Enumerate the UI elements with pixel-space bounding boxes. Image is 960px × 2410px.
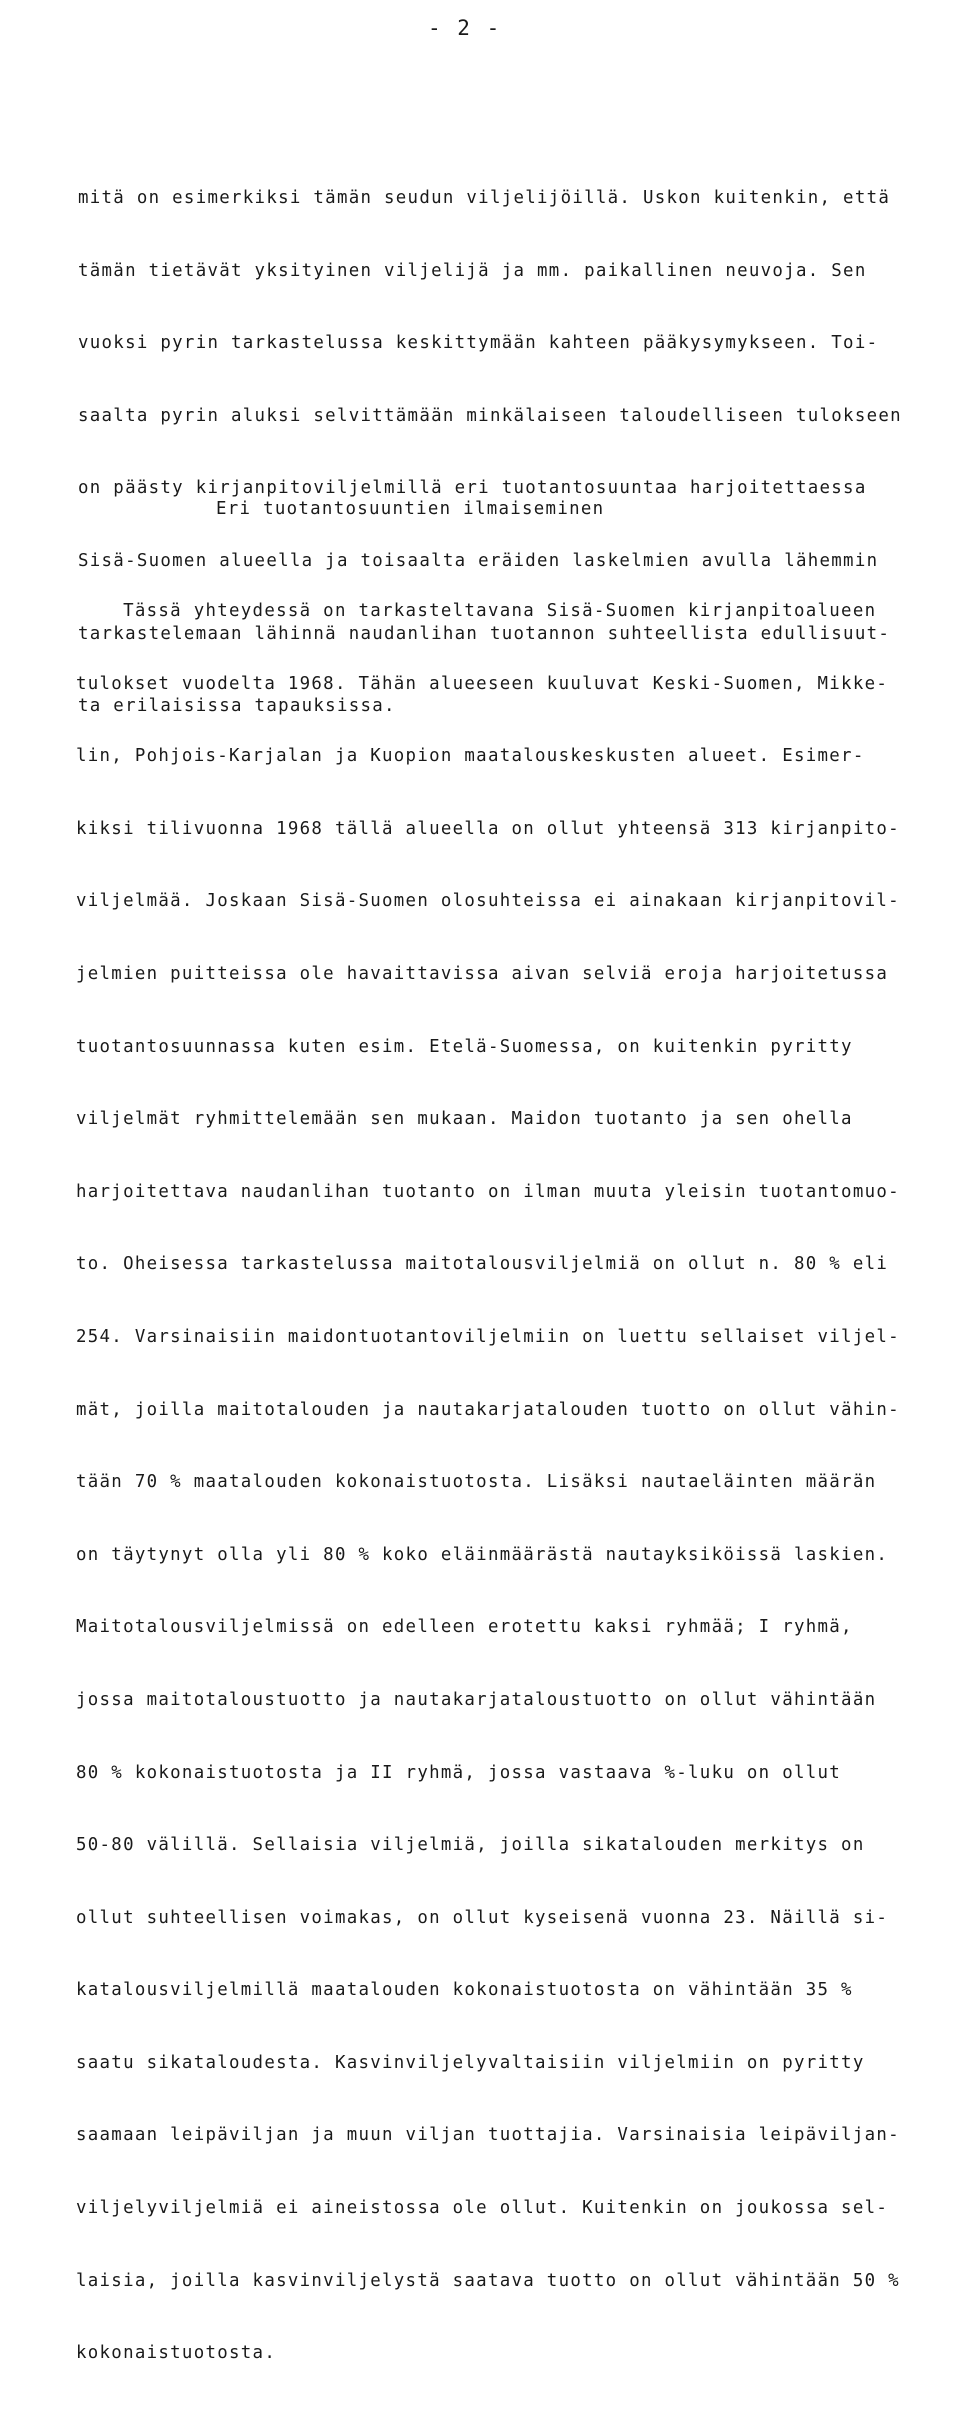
- text-line: saamaan leipäviljan ja muun viljan tuottajia. Varsinaisia leipäviljan-: [76, 2125, 900, 2146]
- text-line: kiksi tilivuonna 1968 tällä alueella on ollut yhteensä 313 kirjanpito-: [76, 818, 900, 839]
- page-number: - 2 -: [428, 16, 502, 40]
- text-line: vuoksi pyrin tarkastelussa keskittymään kahteen pääkysymykseen. Toi-: [78, 333, 879, 354]
- text-line: ollut suhteellisen voimakas, on ollut kyseisenä vuonna 23. Näillä si-: [76, 1907, 889, 1928]
- paragraph-body: [76, 555, 900, 2410]
- text-line: viljelyviljelmiä ei aineistossa ole ollut. Kuitenkin on joukossa sel-: [76, 2198, 889, 2219]
- text-line: viljelmää. Joskaan Sisä-Suomen olosuhteissa ei ainakaan kirjanpitovil-: [76, 891, 900, 912]
- text-line: on päästy kirjanpitoviljelmillä eri tuotantosuuntaa harjoitettaessa: [78, 478, 867, 499]
- section-heading: Eri tuotantosuuntien ilmaiseminen: [216, 499, 605, 519]
- text-line: Maitotalousviljelmissä on edelleen erotettu kaksi ryhmää; I ryhmä,: [76, 1617, 853, 1638]
- text-line: harjoitettava naudanlihan tuotanto on ilman muuta yleisin tuotantomuo-: [76, 1181, 900, 1202]
- text-line: jelmien puitteissa ole havaittavissa aivan selviä eroja harjoitetussa: [76, 963, 889, 984]
- text-line: tään 70 % maatalouden kokonaistuotosta. Lisäksi nautaeläinten määrän: [76, 1472, 877, 1493]
- text-line: tarkastelemaan lähinnä naudanlihan tuotannon suhteellista edullisuut-: [78, 623, 891, 644]
- text-line: saalta pyrin aluksi selvittämään minkälaiseen taloudelliseen tulokseen: [78, 405, 902, 426]
- text-line: mitä on esimerkiksi tämän seudun viljelijöillä. Uskon kuitenkin, että: [78, 188, 891, 208]
- text-line: tuotantosuunnassa kuten esim. Etelä-Suomessa, on kuitenkin pyritty: [76, 1036, 853, 1057]
- text-line: 80 % kokonaistuotosta ja II ryhmä, jossa vastaava %-luku on ollut: [76, 1762, 842, 1783]
- text-line: on täytynyt olla yli 80 % koko eläinmäärästä nautayksiköissä laskien.: [76, 1544, 889, 1565]
- text-line: 50-80 välillä. Sellaisia viljelmiä, joilla sikatalouden merkitys on: [76, 1835, 865, 1856]
- text-line: Tässä yhteydessä on tarkasteltavana Sisä-Suomen kirjanpitoalueen: [76, 601, 877, 621]
- text-line: kokonaistuotosta.: [76, 2343, 277, 2364]
- text-line: Sisä-Suomen alueella ja toisaalta eräiden laskelmien avulla lähemmin: [78, 550, 879, 571]
- text-line: tulokset vuodelta 1968. Tähän alueeseen kuuluvat Keski-Suomen, Mikke-: [76, 673, 889, 694]
- text-line: jossa maitotaloustuotto ja nautakarjataloustuotto on ollut vähintään: [76, 1689, 877, 1710]
- text-line: ta erilaisissa tapauksissa.: [78, 696, 396, 717]
- text-line: 254. Varsinaisiin maidontuotantoviljelmiin on luettu sellaiset viljel-: [76, 1326, 900, 1347]
- text-line: katalousviljelmillä maatalouden kokonaistuotosta on vähintään 35 %: [76, 1980, 853, 2001]
- text-line: tämän tietävät yksityinen viljelijä ja mm. paikallinen neuvoja. Sen: [78, 260, 867, 281]
- text-line: laisia, joilla kasvinviljelystä saatava tuotto on ollut vähintään 50 %: [76, 2270, 900, 2291]
- text-line: viljelmät ryhmittelemään sen mukaan. Maidon tuotanto ja sen ohella: [76, 1109, 853, 1130]
- text-line: to. Oheisessa tarkastelussa maitotalousviljelmiä on ollut n. 80 % eli: [76, 1254, 889, 1275]
- text-line: saatu sikataloudesta. Kasvinviljelyvaltaisiin viljelmiin on pyritty: [76, 2052, 865, 2073]
- text-line: lin, Pohjois-Karjalan ja Kuopion maatalouskeskusten alueet. Esimer-: [76, 746, 865, 767]
- text-line: mät, joilla maitotalouden ja nautakarjatalouden tuotto on ollut vähin-: [76, 1399, 900, 1420]
